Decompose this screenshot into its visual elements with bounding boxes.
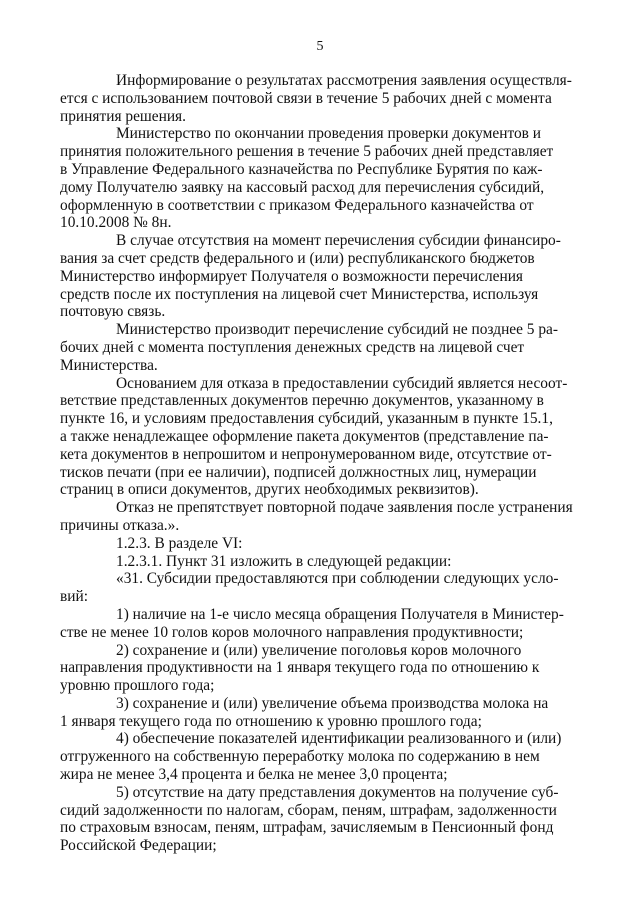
paragraph-funding-absence: В случае отсутствия на момент перечисления субсидии финансиро- вания за счет средств федерального и (или) республиканского бюджетов Министерство информирует Получателя о возможности перечисления средств после их поступления на лицевой счет Министерства, используя почтовую связь. <box>60 232 561 321</box>
paragraph-treasury-request: Министерство по окончании проведения проверки документов и принятия положительного решения в течение 5 рабочих дней представляет в Управление Федерального казначейства по Республике Бурятия по каж- дому Получателю заявку на кассовый расход для перечисления субсидий, оформленную в соответствии с приказом Федерального казначейства от 10.10.2008 № 8н. <box>60 125 554 232</box>
page-number: 5 <box>316 39 324 54</box>
document-body <box>60 72 578 855</box>
paragraph-condition-3: 3) сохранение и (или) увеличение объема производства молока на 1 января текущего года по отношению к уровню прошлого года; <box>60 694 549 730</box>
paragraph-condition-5: 5) отсутствие на дату представления документов на получение суб- сидий задолженности по налогам, сборам, пеням, штрафам, задолженности по страховым взносам, пеням, штрафам, зачисляемым в Пенсионный фонд Российской Федерации; <box>60 783 559 855</box>
paragraph-condition-4: 4) обеспечение показателей идентификации реализованного и (или) отгруженного на собственную переработку молока по содержанию в нем жира не менее 3,4 процента и белка не менее 3,0 процента; <box>60 730 562 784</box>
paragraph-section-heading: 1.2.3. В разделе VI: <box>116 534 243 552</box>
paragraph-transfer-deadline: Министерство производит перечисление субсидий не позднее 5 ра- бочих дней с момента поступления денежных средств на лицевой счет Министерства. <box>60 321 559 374</box>
paragraph-condition-1: 1) наличие на 1-е число месяца обращения Получателя в Министер- стве не менее 10 голов коров молочного направления продуктивности; <box>60 605 564 641</box>
paragraph-clause-31: «31. Субсидии предоставляются при соблюдении следующих усло- вий: <box>60 570 559 606</box>
paragraph-notification: Информирование о результатах рассмотрения заявления осуществля- ется с использованием почтовой связи в течение 5 рабочих дней с момента принятия решения. <box>60 72 572 125</box>
paragraph-refusal-grounds: Основанием для отказа в предоставлении субсидий является несоот- ветствие представленных документов перечню документов, указанному в пункте 16, и условиям предоставления субсидий, указанным в пункте 15.1, а также ненадлежащее оформление пакета документов (представление па- кета документов в непрошитом и непронумерованном виде, отсутствие от- тисков печати (при ее наличии), подписей должностных лиц, нумерации страниц в описи документов, других необходимых реквизитов). <box>60 374 568 499</box>
paragraph-condition-2: 2) сохранение и (или) увеличение поголовья коров молочного направления продуктивности на 1 января текущего года по отношению к уровню прошлого года; <box>60 641 540 695</box>
paragraph-reapplication: Отказ не препятствует повторной подаче заявления после устранения причины отказа.». <box>60 499 573 534</box>
paragraph-item-heading: 1.2.3.1. Пункт 31 изложить в следующей редакции: <box>116 552 452 570</box>
